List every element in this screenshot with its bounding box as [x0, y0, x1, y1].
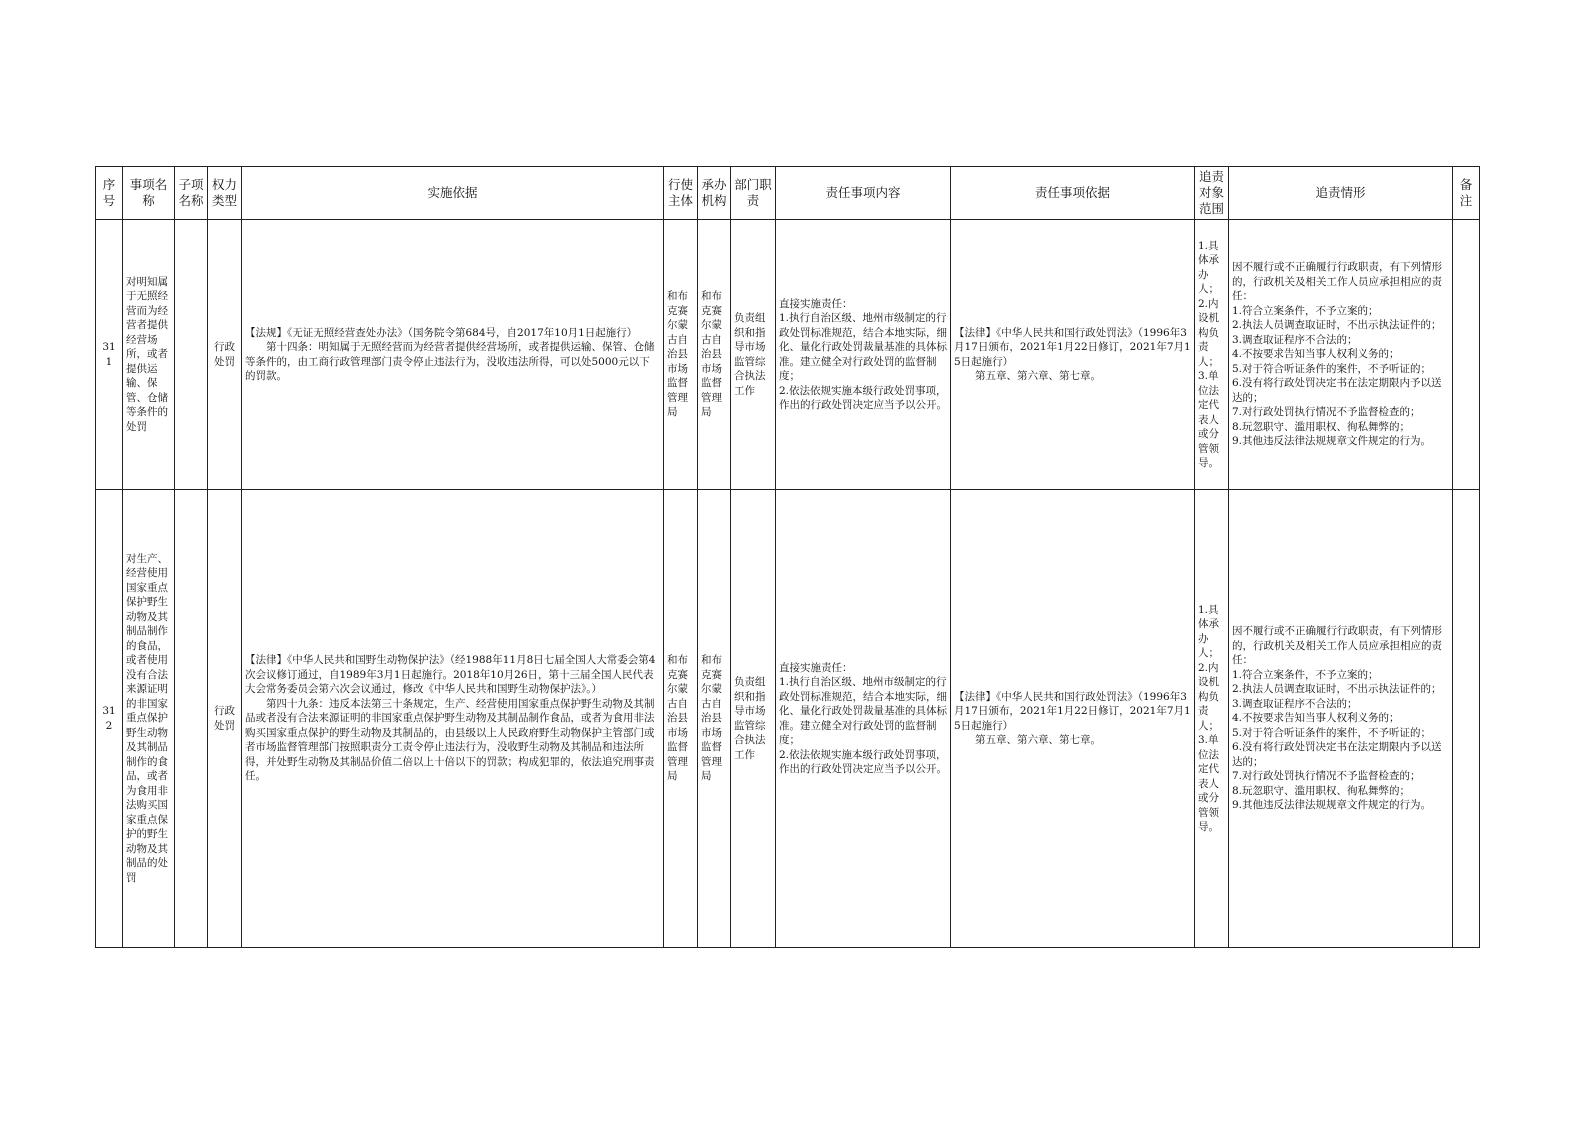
header-resp-basis: 责任事项依据: [951, 167, 1195, 220]
row-accountable-scope: 1.具体承办人； 2.内设机构负责人； 3.单位法定代表人或分管领导。: [1195, 490, 1229, 948]
row-item-name: 对明知属于无照经营而为经营者提供经营场所，或者提供运输、保管、仓储等条件的处罚: [123, 220, 175, 490]
row-resp-content: 直接实施责任： 1.执行自治区级、地州市级制定的行政处罚标准规范，结合本地实际，细化、量化行政处罚裁量基准的具体标准。建立健全对行政处罚的监督制度； 2.依法依规实施本级行政处罚事项，作出的行政处罚决定应当予以公开。: [776, 220, 951, 490]
row-sub-name: [175, 220, 208, 490]
row-basis: [242, 220, 664, 490]
table-row: [96, 220, 1480, 490]
row-accountability: 因不履行或不正确履行行政职责，有下列情形的，行政机关及相关工作人员应承担相应的责任： 1.符合立案条件，不予立案的； 2.执法人员调查取证时，不出示执法证件的； 3.调查取证程序不合法的； 4.不按要求告知当事人权利义务的； 5.对于符合听证条件的案件，不予听证的； 6.没有将行政处罚决定书在法定期限内予以送达的； 7.对行政处罚执行情况不予监督检查的； 8.玩忽职守、滥用职权、徇私舞弊的； 9.其他违反法律法规规章文件规定的行为。: [1229, 490, 1453, 948]
header-note: 备注: [1453, 167, 1480, 220]
row-duty: 负责组织和指导市场监管综合执法工作: [731, 490, 776, 948]
header-accountable-scope: 追责对象范围: [1195, 167, 1229, 220]
row-item-name: 对生产、经营使用国家重点保护野生动物及其制品制作的食品，或者使用没有合法来源证明的非国家重点保护野生动物及其制品制作的食品，或者为食用非法购买国家重点保护的野生动物及其制品的处罚: [123, 490, 175, 948]
row-exec-subject: 和布克赛尔蒙古自治县市场监督管理局: [664, 490, 698, 948]
row-basis: [242, 490, 664, 948]
header-duty: 部门职责: [731, 167, 776, 220]
row-org: 和布克赛尔蒙古自治县市场监督管理局: [698, 220, 731, 490]
header-org: 承办机构: [698, 167, 731, 220]
row-exec-subject: 和布克赛尔蒙古自治县市场监督管理局: [664, 220, 698, 490]
row-resp-basis: [951, 490, 1195, 948]
row-sub-name: [175, 490, 208, 948]
resp-basis-body: 第五章、第六章、第七章。: [975, 370, 1101, 382]
basis-head: 【法律】《中华人民共和国野生动物保护法》（经1988年11月8日七届全国人大常委会第4次会议修订通过，自1989年3月1日起施行。2018年10月26日，第十三届全国人民代表大会常务委员会第六次会议通过，修改《中华人民共和国野生动物保护法》。）: [245, 654, 656, 696]
row-resp-content: 直接实施责任： 1.执行自治区级、地州市级制定的行政处罚标准规范，结合本地实际，细化、量化行政处罚裁量基准的具体标准。建立健全对行政处罚的监督制度； 2.依法依规实施本级行政处罚事项，作出的行政处罚决定应当予以公开。: [776, 490, 951, 948]
basis-body: 第十四条：明知属于无照经营而为经营者提供经营场所，或者提供运输、保管、仓储等条件的，由工商行政管理部门责令停止违法行为，没收违法所得，可以处5000元以下的罚款。: [245, 341, 655, 382]
row-org: 和布克赛尔蒙古自治县市场监督管理局: [698, 490, 731, 948]
row-accountable-scope: 1.具体承办人； 2.内设机构负责人； 3.单位法定代表人或分管领导。: [1195, 220, 1229, 490]
row-note: [1453, 220, 1480, 490]
table-row: [96, 490, 1480, 948]
basis-head: 【法规】《无证无照经营查处办法》（国务院令第684号，自2017年10月1日起施行）: [245, 326, 638, 339]
header-no: 序号: [96, 167, 123, 220]
row-power-type: 行政处罚: [208, 490, 242, 948]
header-item-name: 事项名称: [123, 167, 175, 220]
row-resp-basis: [951, 220, 1195, 490]
row-no: 312: [96, 490, 123, 948]
resp-basis-head: 【法律】《中华人民共和国行政处罚法》（1996年3月17日颁布，2021年1月22日修订，2021年7月15日起施行）: [954, 326, 1191, 368]
resp-basis-body: 第五章、第六章、第七章。: [975, 734, 1101, 746]
basis-body: 第四十九条：违反本法第三十条规定，生产、经营使用国家重点保护野生动物及其制品或者没有合法来源证明的非国家重点保护野生动物及其制品制作食品，或者为食用非法购买国家重点保护的野生动物及其制品的，由县级以上人民政府野生动物保护主管部门或者市场监督管理部门按照职责分工责令停止违法行为，没收野生动物及其制品和违法所得，并处野生动物及其制品价值二倍以上十倍以下的罚款；构成犯罪的，依法追究刑事责任。: [245, 697, 655, 783]
header-sub-name: 子项名称: [175, 167, 208, 220]
row-no: 311: [96, 220, 123, 490]
row-duty: 负责组织和指导市场监管综合执法工作: [731, 220, 776, 490]
header-accountability: 追责情形: [1229, 167, 1453, 220]
header-resp-content: 责任事项内容: [776, 167, 951, 220]
header-power-type: 权力类型: [208, 167, 242, 220]
resp-basis-head: 【法律】《中华人民共和国行政处罚法》（1996年3月17日颁布，2021年1月22日修订，2021年7月15日起施行）: [954, 690, 1191, 732]
header-row: [96, 167, 1480, 220]
responsibility-table: [95, 166, 1480, 948]
row-accountability: 因不履行或不正确履行行政职责，有下列情形的，行政机关及相关工作人员应承担相应的责任： 1.符合立案条件，不予立案的； 2.执法人员调查取证时，不出示执法证件的； 3.调查取证程序不合法的； 4.不按要求告知当事人权利义务的； 5.对于符合听证条件的案件，不予听证的； 6.没有将行政处罚决定书在法定期限内予以送达的； 7.对行政处罚执行情况不予监督检查的； 8.玩忽职守、滥用职权、徇私舞弊的； 9.其他违反法律法规规章文件规定的行为。: [1229, 220, 1453, 490]
row-power-type: 行政处罚: [208, 220, 242, 490]
row-note: [1453, 490, 1480, 948]
header-exec-subject: 行使主体: [664, 167, 698, 220]
header-basis: 实施依据: [242, 167, 664, 220]
